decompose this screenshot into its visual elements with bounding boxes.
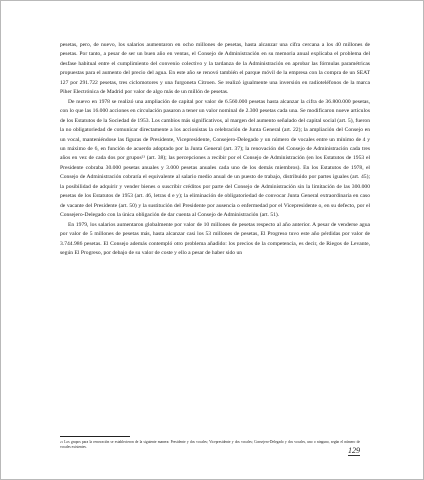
paragraph: En 1979, los salarios aumentaron globalmente por valor de 10 millones de pesetas respecto al año anterior. A pesar de venderse agua por valor de 5 millones de pesetas más, hasta alcanzar casi los 53 millones de pesetas, El Progreso tuvo este año pérdidas por valor de 3.744.986 pesetas. El Consejo además contempló otro problema añadido: los precios de la competencia, es decir, de Riegos de Levante, según El Progreso, por debajo de su valor de coste y ello a pesar de haber sido un [60, 221, 370, 256]
footnote-separator [60, 436, 130, 437]
footnote-text: Los grupos para la renovación se establecieron de la siguiente manera: Presidente y dos vocales; Vicepresidente y dos vocales; Consejero-Delegado y dos vocales, uno o ninguno, según el número de vocales existentes. [60, 440, 360, 450]
page-number: 129 [348, 446, 360, 455]
paragraph: pesetas, pero, de nuevo, los salarios aumentaron en ocho millones de pesetas, hasta alcanzar una cifra cercana a los 40 millones de pesetas. Por tanto, a pesar de ser un buen año en ventas, el Consejo de Administración en su memoria anual explicaba el problema del desfase habitual entre el cumplimiento del convenio colectivo y la tardanza de la Administración en aprobar las fórmulas paramétricas propuestas para el aumento del precio del agua. En este año se renovó también el parque móvil de la empresa con la compra de un SEAT 127 por 291.722 pesetas, tres ciclomotores y una furgoneta Citroen. Se realizó igualmente una inversión en radioteléfonos de la marca Piher Electrónica de Madrid por valor de algo más de un millón de pesetas. [60, 42, 370, 96]
paragraph: De nuevo en 1978 se realizó una ampliación de capital por valor de 6.560.000 pesetas hasta alcanzar la cifra de 36.800.000 pesetas, con lo que las 16.000 acciones en circulación pasaron a tener un valor nominal de 2.300 pesetas cada una. Se modificaron nueve artículos de los Estatutos de la Sociedad de 1953. Los cambios más significativos, al margen del aumento señalado del capital social (art. 5), fueron la no obligatoriedad de comunicar directamente a los accionistas la celebración de Junta General (art. 22); la ampliación del Consejo en un vocal, manteniéndose las figuras de Presidente, Vicepresidente, Consejero-Delegado y un número de vocales entre un mínimo de 4 y un máximo de 6, en función de acuerdo adoptado por la Junta General (art. 37); la renovación del Consejo de Administración cada tres años en vez de cada dos por grupos²¹ (art. 38); las percepciones a recibir por el Consejo de Administración (en los Estatutos de 1953 el Presidente cobraba 30.000 pesetas anuales y 3.000 pesetas anuales cada uno de los demás miembros). En los Estatutos de 1978, el Consejo de Administración cobraría el equivalente al salario medio anual de un puesto de trabajo, distribuido por partes iguales (art. 45); la posibilidad de adquirir y vender bienes o suscribir créditos por parte del Consejo de Administración sin la limitación de las 300.000 pesetas de los Estatutos de 1953 (art. 46, letras d e y); la eliminación de obligatoriedad de convocar Junta General extraordinaria en caso de vacante del Presidente (art. 50) y la sustitución del Presidente por ausencia o enfermedad por el Vicepresidente o, en su defecto, por el Consejero-Delegado con la única obligación de dar cuenta al Consejo de Administración (art. 51). [60, 98, 370, 219]
body-text [60, 41, 370, 258]
footnote-number: 21 [60, 440, 63, 444]
footnote [60, 440, 360, 451]
